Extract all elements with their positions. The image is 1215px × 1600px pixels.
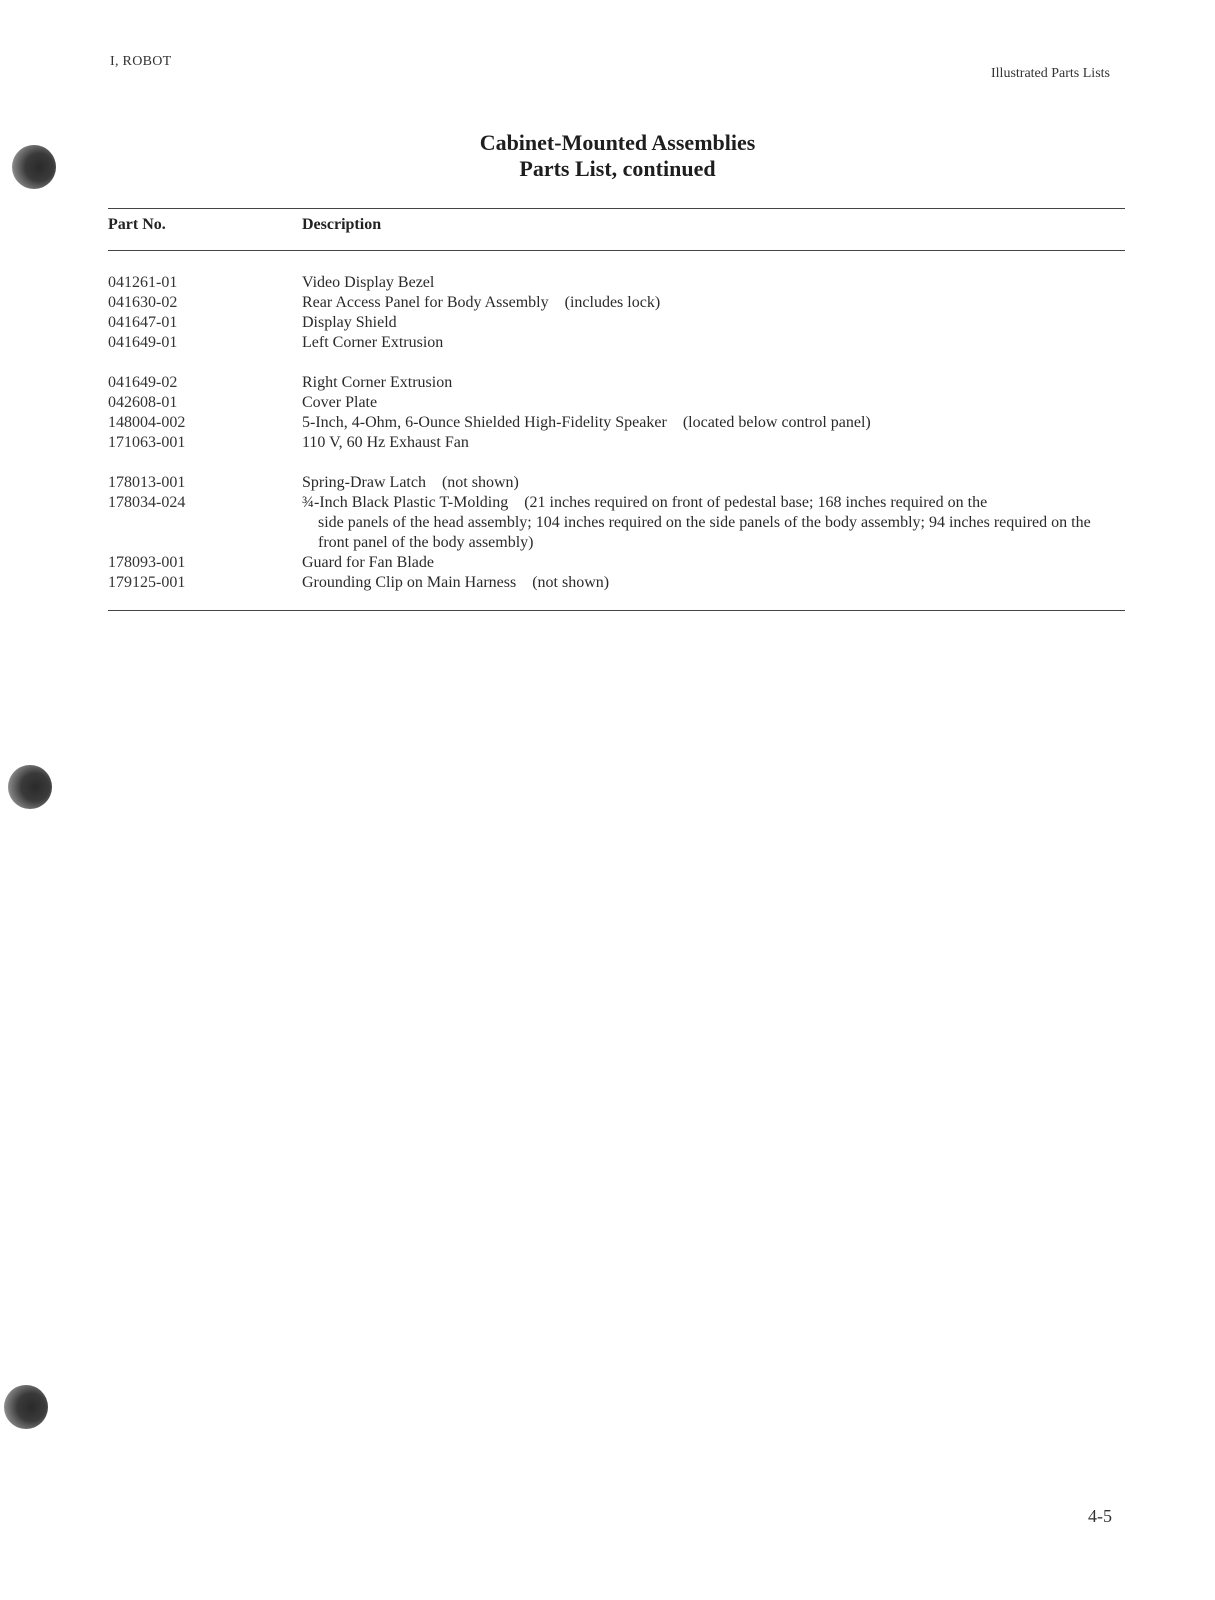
part-description: Spring-Draw Latch (not shown): [302, 474, 519, 491]
part-description: ¾-Inch Black Plastic T-Molding (21 inches required on front of pedestal base; 168 inches required on the side panels of the head assembly; 104 inches required on the side panels of the body assembly; 94 inches required on the front panel of the body assembly): [302, 493, 1122, 553]
running-header-right: Illustrated Parts Lists: [991, 66, 1110, 81]
binder-hole-middle: [8, 765, 52, 809]
binder-hole-top: [12, 145, 56, 189]
column-header-part-no: Part No.: [108, 216, 166, 233]
part-note: (includes lock): [564, 294, 661, 311]
part-description: 110 V, 60 Hz Exhaust Fan: [302, 434, 469, 451]
part-note: (located below control panel): [682, 414, 871, 431]
table-bottom-rule: [108, 610, 1125, 611]
part-description: Right Corner Extrusion: [302, 374, 453, 391]
header-bottom-rule: [108, 250, 1125, 251]
part-note: (21 inches required on front of pedestal base; 168 inches required on the: [524, 494, 988, 511]
column-header-description: Description: [302, 216, 382, 233]
part-number: 178093-001: [108, 554, 186, 571]
part-number: 041649-02: [108, 374, 178, 391]
part-note: (not shown): [532, 574, 610, 591]
part-note-continuation: side panels of the head assembly; 104 inches required on the side panels of the body assembly; 94 inches required on the front panel of the body assembly): [318, 514, 1091, 551]
part-description: Left Corner Extrusion: [302, 334, 444, 351]
part-note: (not shown): [441, 474, 519, 491]
part-number: 041261-01: [108, 274, 178, 291]
page-number: 4-5: [1088, 1506, 1112, 1526]
part-number: 148004-002: [108, 414, 186, 431]
part-number: 041630-02: [108, 294, 178, 311]
part-description: Video Display Bezel: [302, 274, 435, 291]
part-description: Guard for Fan Blade: [302, 554, 434, 571]
part-number: 179125-001: [108, 574, 186, 591]
part-description: Cover Plate: [302, 394, 378, 411]
part-number: 042608-01: [108, 394, 178, 411]
part-description: 5-Inch, 4-Ohm, 6-Ounce Shielded High-Fidelity Speaker (located below control panel): [302, 414, 871, 431]
part-number: 041649-01: [108, 334, 178, 351]
part-number: 178013-001: [108, 474, 186, 491]
title-line-2: Parts List, continued: [519, 156, 716, 181]
table-top-rule: [108, 208, 1125, 209]
running-header-left: I, ROBOT: [110, 54, 172, 69]
title-line-1: Cabinet-Mounted Assemblies: [479, 130, 756, 155]
part-description: Grounding Clip on Main Harness (not shown): [302, 574, 610, 591]
part-number: 171063-001: [108, 434, 186, 451]
part-description: Rear Access Panel for Body Assembly (includes lock): [302, 294, 661, 311]
page-title: [0, 130, 1215, 182]
binder-hole-bottom: [4, 1385, 48, 1429]
part-description: Display Shield: [302, 314, 397, 331]
part-number: 178034-024: [108, 494, 186, 511]
part-number: 041647-01: [108, 314, 178, 331]
